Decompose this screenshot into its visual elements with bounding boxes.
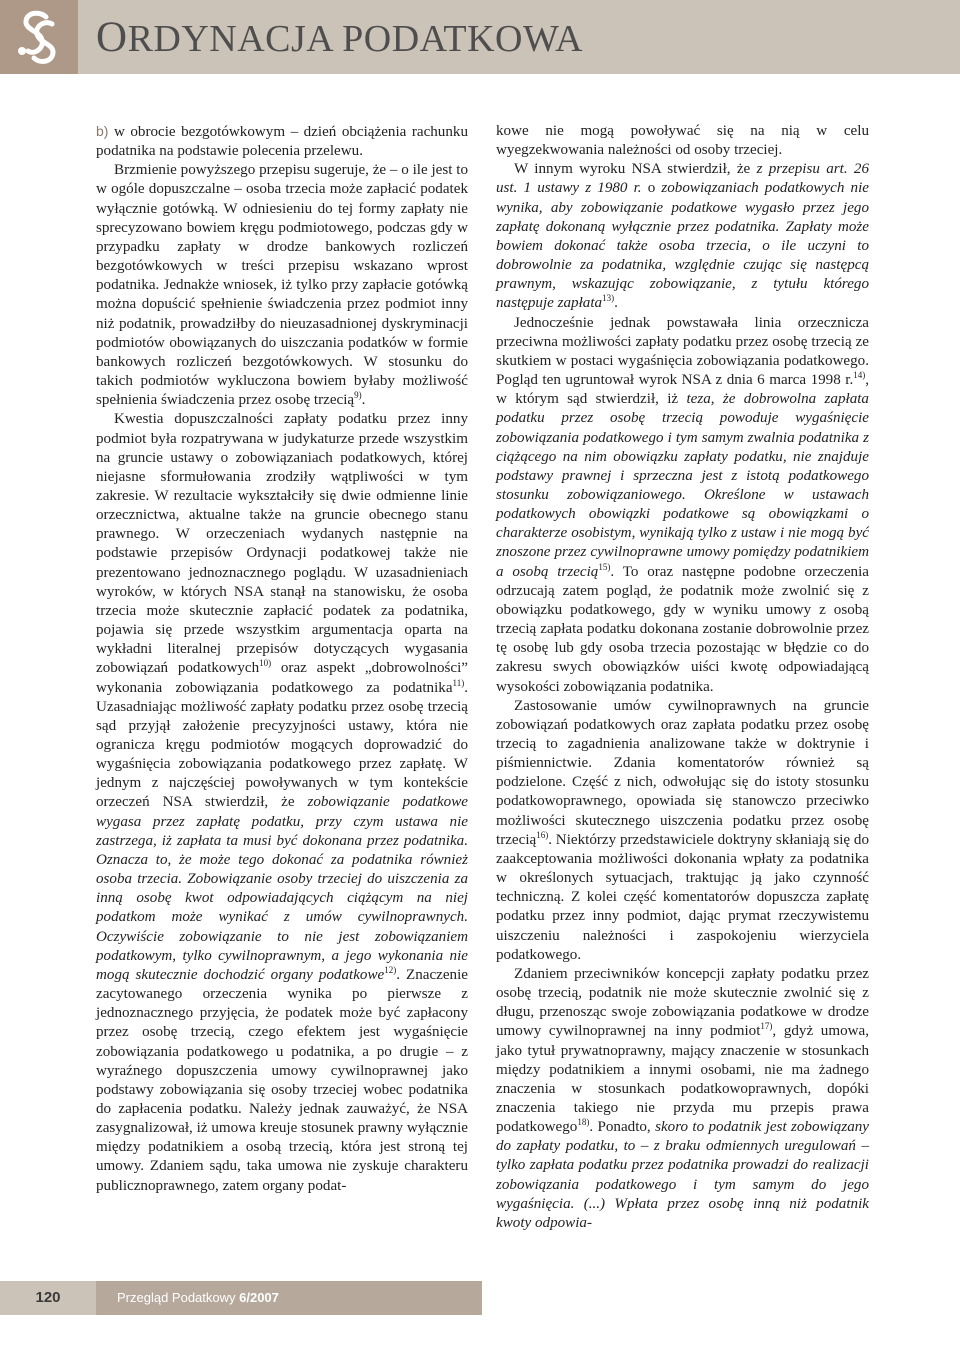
footnote-ref: 16) [536,829,549,840]
paragraph-text: W innym wyroku NSA stwierdził, że [514,161,757,178]
paragraph-text: . Niektórzy przedstawiciele doktryny skłaniają się do zaakceptowania możliwości dokonania wpłaty za podatnika w określonych sytuacjach, traktując ją jako czynność techniczną. Z kolei część komentatorów dopuszcza zapłatę podatku przez inny podmiot, dając prymat rzeczywistemu uiszczeniu należności i zaspokojeniu wierzyciela podatkowego. [496,831,869,963]
list-item-text: w obrocie bezgotówkowym – dzień obciążenia rachunku podatnika na podstawie polecenia przelewu. [96,124,468,160]
quotation-italic: zobowiązaniach podatkowych nie wynika, aby zobowiązanie podatkowe wygasło przez jego zapłatę dokonaną wyłącznie przez podatnika. Zapłaty może bowiem dokonać także osoba trzecia, o ile uczyni to dobrowolnie za podatnika, względnie czując się następcą prawnym, wskazując zobowiązanie, z tytułu którego następuje zapłata [496,180,869,312]
paragraph-text: . Ponadto, [589,1119,656,1136]
list-item-b [96,122,468,161]
paragraph [496,314,869,697]
paragraph-text: . [361,392,366,409]
paragraph-text: . Uzasadniając możliwość zapłaty podatku przez osobę trzecią sąd przyjął założenie precyzyjności ustawy, która nie ogranicza kręgu podmiotów mogących doprowadzić do wygaśnięcia zobowiązania podatkowego przez zapłatę. W jednym z najczęściej powoływanych w tym kontekście orzeczeń NSA stwierdził, że [96,679,468,811]
journal-name [117,1281,279,1315]
footnote-ref: 17) [760,1021,773,1032]
paragraph-text: oraz aspekt „dobrowolności” wykonania zobowiązania podatkowego za podatnika [96,660,468,696]
section-sign-icon [0,0,78,74]
paragraph [496,160,869,313]
quotation-italic: skoro to podatnik jest zobowiązany do zapłaty podatku, to – z braku odmiennych uregulowań – tylko zapłata podatku przez podatnika prowadzi do realizacji zobowiązania podatkowego i tym samym do jego wygaśnięcia. (...) Wpłata przez osobę inną niż podatnik kwoty odpowia- [496,1119,869,1231]
page-title-initial: O [96,14,128,61]
footnote-ref: 13) [602,293,615,304]
footnote-ref: 12) [384,964,397,975]
paragraph-text: o [641,180,662,197]
footnote-ref: 18) [577,1117,590,1128]
paragraph [96,410,468,1195]
paragraph-text: , w którym sąd stwierdził, iż [496,372,869,408]
page-number: 120 [35,1289,61,1306]
header-logo [0,0,78,74]
paragraph-text: . Znaczenie zacytowanego orzeczenia wynika po pierwsze z jednoznacznego przyjęcia, że podatek może być zapłacony przez osobę trzecią, czego efektem jest wygaśnięcie zobowiązania podatkowego u podatnika, a po drugie – z wyraźnego dopuszczenia umowy cywilnoprawnej jako podstawy zobowiązania się osoby trzeciej wobec podatnika do zapłacenia podatku. Należy jednak zauważyć, że NSA zasygnalizował, iż umowa kreuje stosunek prawny wyłącznie między podatnikiem a osobą trzecią, która jest stroną tej umowy. Zdaniem sądu, taka umowa nie zyskuje charakteru publicznoprawnego, zatem organy podat- [96,966,468,1194]
page-title-rest: RDYNACJA PODATKOWA [127,18,584,60]
paragraph [496,697,869,965]
left-column [96,122,468,1196]
paragraph-text: Brzmienie powyższego przepisu sugeruje, że – o ile jest to w ogóle dopuszczalne – osoba trzecia może zapłacić podatek wyłącznie gotówką. W odniesieniu do tej formy zapłaty nie sprecyzowano bowiem kręgu podmiotowego, podczas gdy w przypadku zapłaty w drodze bankowych rozliczeń bezgotówkowych w treści przepisu wskazano wprost podatnika. Jednakże wniosek, iż tylko przy zapłacie gotówką można dopuścić spełnienie świadczenia przez podmiot inny niż podatnik, prowadziłby do nieuzasadnionej dyskryminacji podmiotów obowiązanych do uiszczania podatków w formie bankowych rozliczeń bezgotówkowych. W stosunku do takich podmiotów wykluczona bowiem byłaby możliwość spełnienia świadczenia przez osobę trzecią [96,162,468,409]
paragraph [496,965,869,1233]
quotation-italic: teza, że dobrowolna zapłata podatku przez osobę trzecią powoduje wygaśnięcie zobowiązania podatkowego i tym samym zwalnia podatnika z ciążącego na nim obowiązku zapłaty podatku, nie znajduje podstawy prawnej i sprzeczna jest z istotą podatkowego stosunku zobowiązaniowego. Określone w ustawach podatkowych obowiązki podatkowe są obowiązkami o charakterze osobistym, wynikają tylko z ustaw i nie mogą być znoszone przez cywilnoprawne umowy pomiędzy podatnikiem a osobą trzecią [496,391,869,580]
right-column [496,122,869,1233]
journal-title: Przegląd Podatkowy [117,1290,240,1305]
paragraph-text: Kwestia dopuszczalności zapłaty podatku przez inny podmiot była rozpatrywana w judykaturze przede wszystkim na gruncie ustawy o zobowiązaniach podatkowych, której niejasne sformułowania zrodziły wątpliwości w tym zakresie. W rezultacie wykształciły się dwie odmienne linie orzecznictwa, aktualne także na gruncie obecnego stanu prawnego. W orzeczeniach wydanych następnie na podstawie przepisów Ordynacji podatkowej także nie prezentowano jednoznacznego poglądu. W uzasadnieniach wyroków, w których NSA stanął na stanowisku, że osoba trzecia może skutecznie zapłacić podatek za podatnika, pojawia się przede wszystkim argumentacja oparta na wykładni literalnej przepisów dotyczących wygasania zobowiązań podatkowych [96,411,468,677]
footnote-ref: 15) [598,561,611,572]
journal-issue: 6/2007 [239,1290,279,1305]
paragraph-text: kowe nie mogą powoływać się na nią w celu wyegzekwowania należności od osoby trzeciej. [496,123,869,159]
paragraph-text: , gdyż umowa, jako tytuł prywatnoprawny, mający znaczenie w stosunkach między podatnikiem a innymi osobami, nie ma żadnego znaczenia w stosunkach podatkowoprawnych, dopóki znaczenia takiego nie przyda mu przepis prawa podatkowego [496,1023,869,1136]
paragraph-text: . [614,295,618,312]
paragraph [496,122,869,160]
paragraph-text: Zdaniem przeciwników koncepcji zapłaty podatku przez osobę trzecią, podatnik nie może skutecznie zwolnić się z długu, przenosząc swoje zobowiązania podatkowe w drodze umowy cywilnoprawnej na inny podmiot [496,965,869,1040]
list-marker: b) [96,123,109,139]
paragraph-text: . To oraz następne podobne orzeczenia odrzucają zatem pogląd, że podatnik może zwolnić się z obowiązku podatkowego, gdy w wyniku umowy z osobą trzecią zapłata podatku dokonana zostanie dobrowolnie przez tę osobę lub gdy osoba trzecia pozostając w błędzie co do zakresu swych obowiązków uiści kwotę odpowiadającą wysokości zobowiązania podatnika. [496,563,869,695]
paragraph-text: Zastosowanie umów cywilnoprawnych na gruncie zobowiązań podatkowych oraz zapłata podatku przez osobę trzecią to zagadnienia analizowane także w doktrynie i piśmiennictwie. Zdania komentatorów również są podzielone. Część z nich, odwołując się do istoty stosunku podatkowoprawnego, opowiada się stanowczo przeciwko możliwości skutecznego uiszczenia podatku przez osobę trzecią [496,697,869,848]
footnote-ref: 9) [354,390,362,401]
quotation-italic: zobowiązanie podatkowe wygasa przez zapłatę podatku, przy czym ustawa nie zastrzega, iż zapłata ta musi być dokonana przez podatnika. Oznacza to, że może tego dokonać za podatnika również osoba trzecia. Zobowiązanie osoby trzeciej do uiszczenia za inną osobę kwot odpowiadających ciążącym na niej podatkom może wynikać z umów cywilnoprawnych. Oczywiście zobowiązanie to nie jest zobowiązaniem podatkowym, tylko cywilnoprawnym, a jego wykonania nie mogą skutecznie dochodzić organy podatkowe [96,794,468,983]
paragraph-text: Jednocześnie jednak powstawała linia orzecznicza przeciwna możliwości zapłaty podatku przez osobę trzecią ze skutkiem w postaci wygaśnięcia zobowiązania podatkowego. Pogląd ten ugruntował wyrok NSA z dnia 6 marca 1998 r. [496,314,869,389]
footnote-ref: 10) [259,658,272,669]
footnote-ref: 14) [853,370,866,381]
paragraph [96,161,468,410]
footnote-ref: 11) [452,677,465,688]
quotation-italic: z przepisu art. 26 ust. 1 ustawy z 1980 r. [496,161,869,197]
page-title [96,2,583,74]
